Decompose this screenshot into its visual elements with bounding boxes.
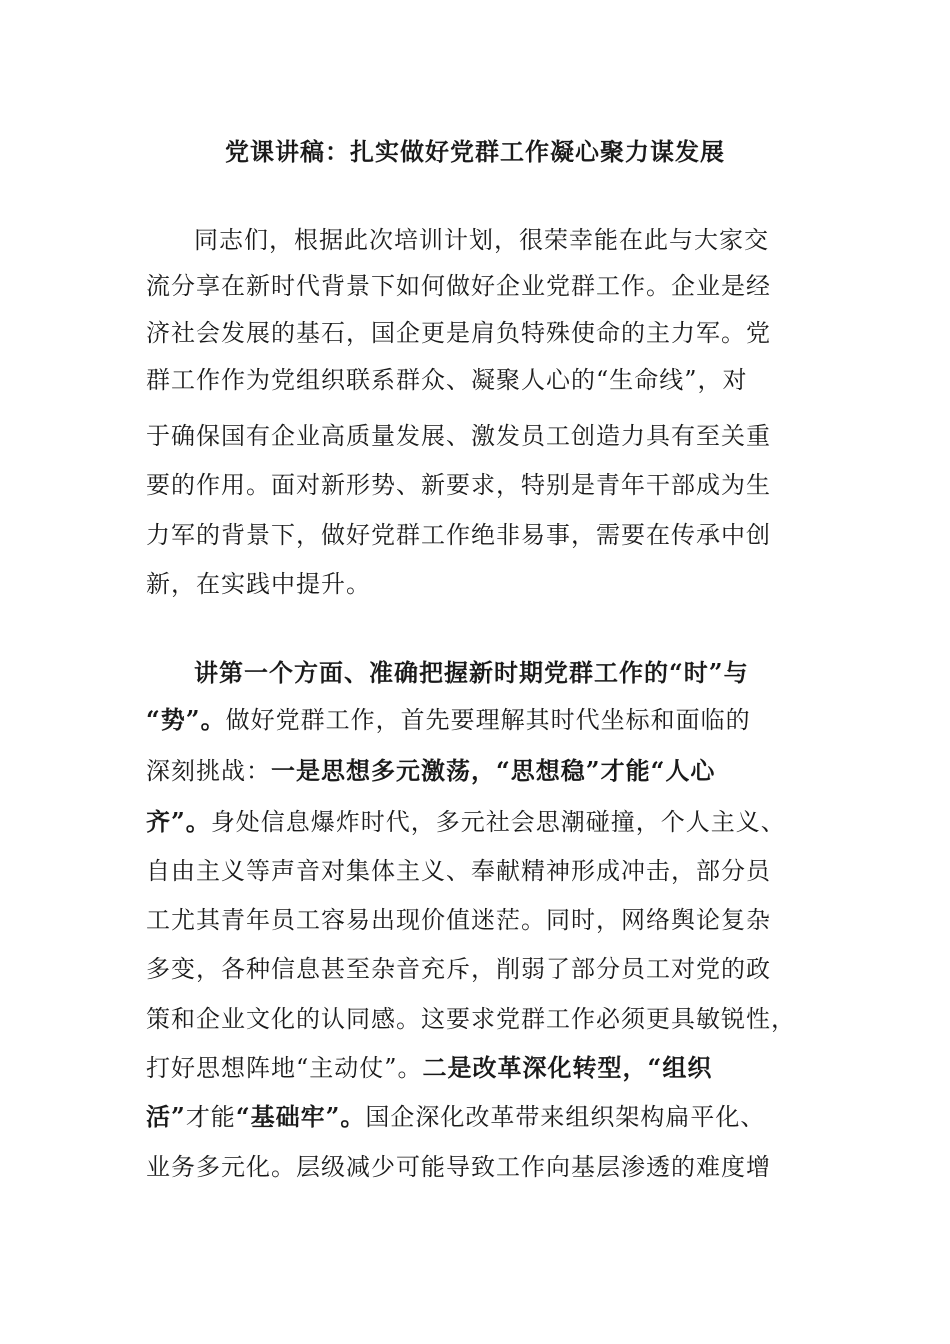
point-two-heading: 二是改革深化转型，“组织 xyxy=(422,1053,713,1082)
section-heading-line-1: 讲第一个方面、准确把握新时期党群工作的“时”与 xyxy=(194,658,749,687)
point-one-heading: 一是思想多元激荡，“思想稳”才能“人心 xyxy=(271,756,716,785)
intro-line-2: 流分享在新时代背景下如何做好企业党群工作。企业是经 xyxy=(146,272,771,300)
section-line-2 xyxy=(146,700,751,740)
intro-line-7: 力军的背景下，做好党群工作绝非易事，需要在传承中创 xyxy=(146,521,771,549)
point-two-heading-part: 活” xyxy=(146,1102,186,1131)
section-line-10 xyxy=(146,1097,765,1137)
intro-line-3: 济社会发展的基石，国企更是肩负特殊使命的主力军。党 xyxy=(146,319,771,347)
section-line-3-text: 深刻挑战： xyxy=(146,757,271,785)
section-line-7: 多变，各种信息甚至杂音充斥，削弱了部分员工对党的政 xyxy=(146,955,771,983)
section-line-3 xyxy=(146,751,715,791)
section-line-4-text: 身处信息爆炸时代，多元社会思潮碰撞，个人主义、 xyxy=(210,808,786,836)
section-heading-end: “势”。 xyxy=(146,705,226,734)
document-title: 党课讲稿：扎实做好党群工作凝心聚力谋发展 xyxy=(225,137,725,166)
section-line-9-text: 打好思想阵地“主动仗”。 xyxy=(146,1054,423,1082)
point-two-connector: 才能 xyxy=(185,1103,236,1131)
point-one-heading-end: 齐”。 xyxy=(146,807,211,836)
intro-line-5: 于确保国有企业高质量发展、激发员工创造力具有至关重 xyxy=(146,422,771,450)
section-line-10-text: 国企深化改革带来组织架构扁平化、 xyxy=(365,1103,766,1131)
intro-line-6: 要的作用。面对新形势、新要求，特别是青年干部成为生 xyxy=(146,471,771,499)
section-line-9 xyxy=(146,1048,712,1088)
section-line-6: 工尤其青年员工容易出现价值迷茫。同时，网络舆论复杂 xyxy=(146,906,771,934)
intro-line-8: 新，在实践中提升。 xyxy=(146,570,371,598)
section-line-8: 策和企业文化的认同感。这要求党群工作必须更具敏锐性， xyxy=(146,1005,796,1033)
intro-line-1: 同志们，根据此次培训计划，很荣幸能在此与大家交 xyxy=(194,226,769,254)
section-line-5: 自由主义等声音对集体主义、奉献精神形成冲击，部分员 xyxy=(146,857,771,885)
intro-line-4: 群工作作为党组织联系群众、凝聚人心的“生命线”，对 xyxy=(146,366,748,394)
point-two-heading-end: “基础牢”。 xyxy=(235,1102,366,1131)
section-line-2-text: 做好党群工作，首先要理解其时代坐标和面临的 xyxy=(225,706,751,734)
section-line-4 xyxy=(146,802,786,842)
section-line-11: 业务多元化。层级减少可能导致工作向基层渗透的难度增 xyxy=(146,1153,771,1181)
